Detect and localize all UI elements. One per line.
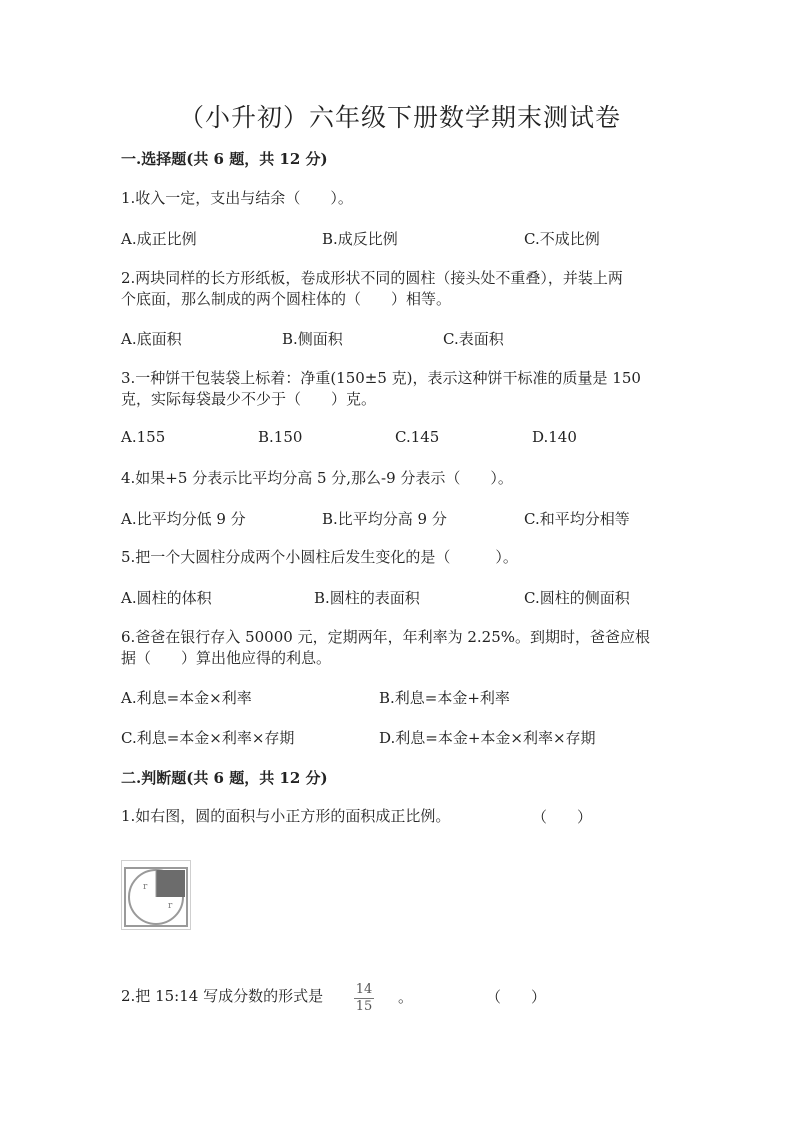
q5-option-a: A.圆柱的体积 — [121, 589, 212, 607]
question-3-line-2: 克，实际每袋最少不少于（ ）克。 — [121, 390, 377, 408]
q5-option-b: B.圆柱的表面积 — [314, 589, 420, 607]
q4-option-a: A.比平均分低 9 分 — [121, 510, 246, 528]
judgment-2-answer-blank: （ ） — [486, 988, 547, 1006]
fraction-denominator: 15 — [355, 999, 373, 1014]
fraction-numerator: 14 — [355, 982, 373, 997]
q6-option-c: C.利息=本金×利率×存期 — [121, 729, 295, 747]
question-2-line-1: 2.两块同样的长方形纸板，卷成形状不同的圆柱（接头处不重叠），并装上两 — [121, 269, 623, 287]
q4-option-b: B.比平均分高 9 分 — [322, 510, 447, 528]
q3-option-d: D.140 — [532, 428, 577, 446]
q3-option-b: B.150 — [258, 428, 303, 446]
q1-option-a: A.成正比例 — [121, 230, 197, 248]
circle-square-figure — [121, 860, 191, 930]
question-1: 1.收入一定，支出与结余（ ）。 — [121, 189, 353, 207]
question-5: 5.把一个大圆柱分成两个小圆柱后发生变化的是（ ）。 — [121, 548, 518, 566]
page-title: （小升初）六年级下册数学期末测试卷 — [178, 103, 621, 132]
q4-option-c: C.和平均分相等 — [524, 510, 630, 528]
q2-option-c: C.表面积 — [443, 330, 504, 348]
q5-option-c: C.圆柱的侧面积 — [524, 589, 630, 607]
question-6-line-2: 据（ ）算出他应得的利息。 — [121, 649, 332, 667]
q6-option-a: A.利息=本金×利率 — [121, 689, 252, 707]
question-6-line-1: 6.爸爸在银行存入 50000 元，定期两年，年利率为 2.25%。到期时，爸爸应根 — [121, 628, 650, 646]
question-3-line-1: 3.一种饼干包装袋上标着：净重(150±5 克)，表示这种饼干标准的质量是 150 — [121, 369, 641, 387]
fraction-14-15 — [353, 982, 375, 1015]
judgment-2-period: 。 — [398, 988, 414, 1006]
q6-option-b: B.利息=本金+利率 — [379, 689, 510, 707]
q6-option-d: D.利息=本金+本金×利率×存期 — [379, 729, 596, 747]
q3-option-c: C.145 — [395, 428, 440, 446]
question-2-line-2: 个底面，那么制成的两个圆柱体的（ ）相等。 — [121, 290, 452, 308]
q1-option-c: C.不成比例 — [524, 230, 600, 248]
judgment-1: 1.如右图，圆的面积与小正方形的面积成正比例。 — [121, 807, 451, 825]
question-3 — [121, 368, 681, 410]
section-heading-choice: 一.选择题(共 6 题，共 12 分) — [121, 150, 328, 168]
question-4: 4.如果+5 分表示比平均分高 5 分,那么-9 分表示（ ）。 — [121, 469, 513, 487]
q1-option-b: B.成反比例 — [322, 230, 398, 248]
question-2 — [121, 268, 681, 310]
svg-text:r: r — [143, 882, 148, 892]
q3-option-a: A.155 — [121, 428, 166, 446]
section-heading-judgment: 二.判断题(共 6 题，共 12 分) — [121, 769, 328, 787]
judgment-2: 2.把 15:14 写成分数的形式是 — [121, 987, 324, 1005]
judgment-1-answer-blank: （ ） — [532, 808, 593, 826]
question-6 — [121, 627, 681, 669]
q2-option-a: A.底面积 — [121, 330, 182, 348]
svg-text:r: r — [168, 901, 173, 911]
q2-option-b: B.侧面积 — [282, 330, 343, 348]
